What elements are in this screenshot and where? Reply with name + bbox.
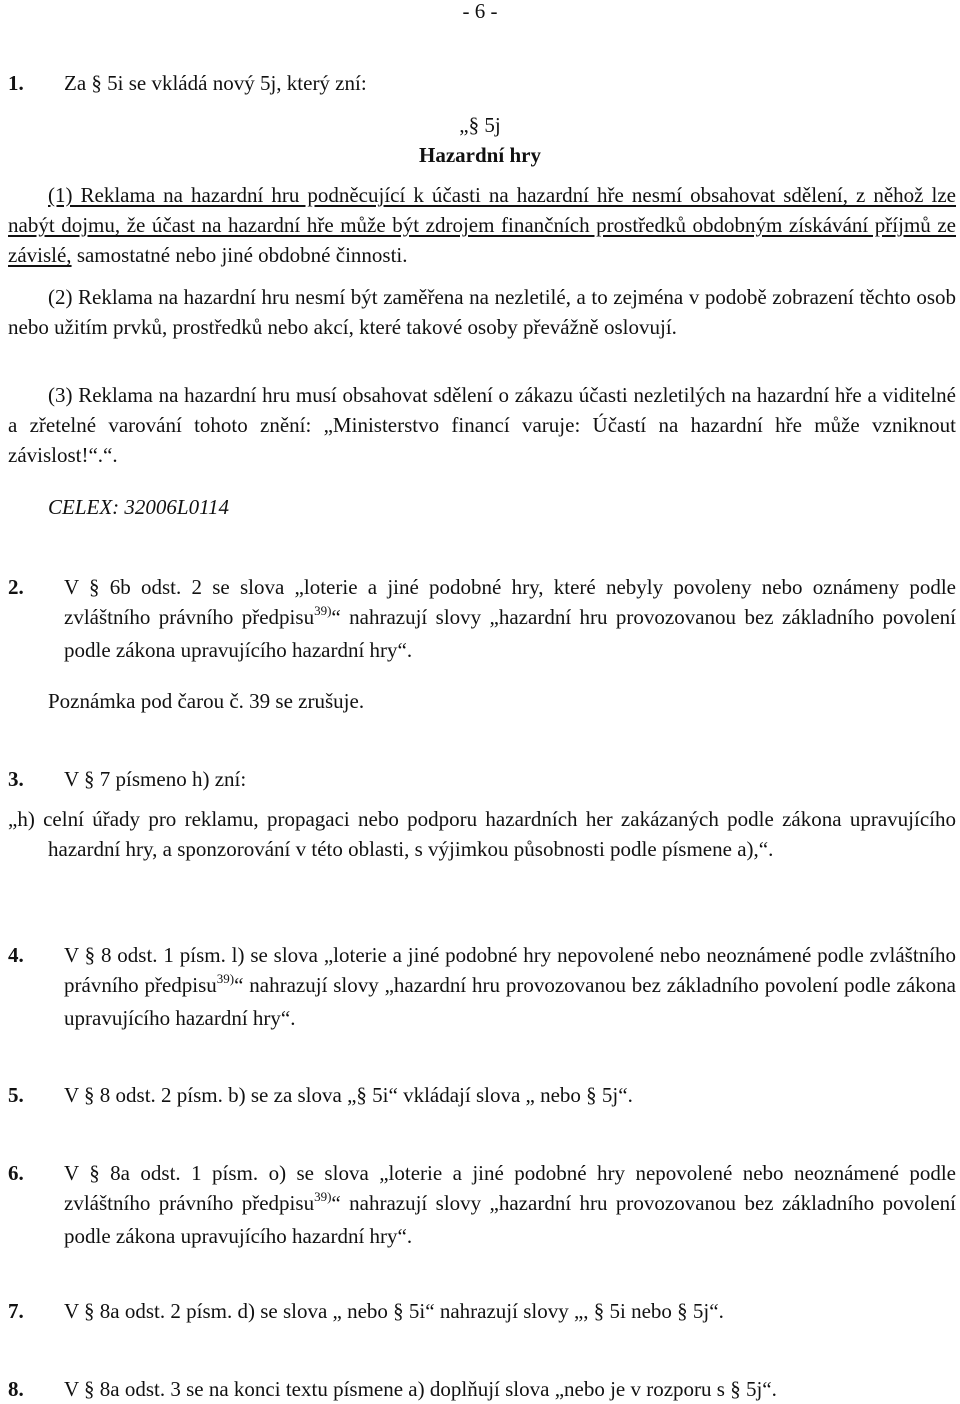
footnote-note: Poznámka pod čarou č. 39 se zrušuje. (48, 689, 365, 713)
item-number: 7. (8, 1299, 24, 1323)
item-number: 1. (8, 71, 24, 95)
section-title: Hazardní hry (419, 143, 541, 167)
celex-reference: CELEX: 32006L0114 (48, 495, 230, 519)
footnote-ref: 39) (314, 603, 332, 618)
item-number: 4. (8, 943, 24, 967)
paragraph-2: (2) Reklama na hazardní hru nesmí být zaměřena na nezletilé, a to zejména v podobě zobrazení těchto osob nebo užitím prvků, prostředků nebo akcí, které takové osoby převážně oslovují. (8, 285, 956, 339)
item-number: 5. (8, 1083, 24, 1107)
item-text: V § 8a odst. 1 písm. o) se slova „loterie a jiné podobné hry nepovolené nebo neoznámené podle zvláštního právního předpisu$^{39)}$“ nahrazují slovy „hazardní hru provozovanou bez základního povolení podle zákona upravujícího hazardní hry“. (64, 1161, 956, 1248)
footnote-ref: 39) (314, 1189, 332, 1204)
item-text: V § 8 odst. 2 písm. b) se za slova „§ 5i“ vkládají slova „ nebo § 5j“. (64, 1083, 633, 1107)
item-number: 6. (8, 1161, 24, 1185)
paragraph-1 (8, 180, 956, 270)
item-text: V § 8a odst. 3 se na konci textu písmene a) doplňují slova „nebo je v rozporu s § 5j“. (64, 1377, 777, 1401)
item-text: V § 6b odst. 2 se slova „loterie a jiné podobné hry, které nebyly povoleny nebo oznámeny podle zvláštního právního předpisu$^{39)}$“ nahrazují slovy „hazardní hru provozovanou bez základního povolení podle zákona upravujícího hazardní hry“. (64, 575, 956, 662)
page-number: - 6 - (462, 0, 498, 23)
footnote-ref: 39) (216, 971, 235, 986)
item-number: 2. (8, 575, 24, 599)
item-text: V § 8a odst. 2 písm. d) se slova „ nebo § 5i“ nahrazují slovy „, § 5i nebo § 5j“. (64, 1299, 724, 1323)
item-text: Za § 5i se vkládá nový 5j, který zní: (64, 71, 367, 95)
paragraph-1-rest: samostatné nebo jiné obdobné činnosti. (71, 243, 408, 267)
item-number: 8. (8, 1377, 24, 1401)
item-text: V § 7 písmeno h) zní: (64, 767, 247, 791)
item-number: 3. (8, 767, 24, 791)
paragraph-3: (3) Reklama na hazardní hru musí obsahovat sdělení o zákazu účasti nezletilých na hazardní hře a viditelné a zřetelné varování tohoto znění: „Ministerstvo financí varuje: Účastí na hazardní hře může vzniknout závislost!“.“. (8, 383, 956, 467)
section-heading: „§ 5j (459, 113, 501, 137)
item-text: V § 8 odst. 1 písm. l) se slova „loterie a jiné podobné hry nepovolené nebo neoznámené podle zvláštního právního předpisu$^{39)}$“ nahrazují slovy „hazardní hru provozovanou bez základního povolení podle zákona upravujícího hazardní hry“. (64, 943, 956, 1030)
quoted-provision: „h) celní úřady pro reklamu, propagaci nebo podporu hazardních her zakázaných podle zákona upravujícího hazardní hry, a sponzorování v této oblasti, s výjimkou působnosti podle písmene a),“. (8, 807, 956, 861)
paragraph-1-underlined: (1) Reklama na hazardní hru podněcující k účasti na hazardní hře nesmí obsahovat sdělení, z něhož lze nabýt dojmu, že účast na hazardní hře může být zdrojem finančních prostředků obdobným získávání příjmů ze závislé, (8, 183, 956, 267)
